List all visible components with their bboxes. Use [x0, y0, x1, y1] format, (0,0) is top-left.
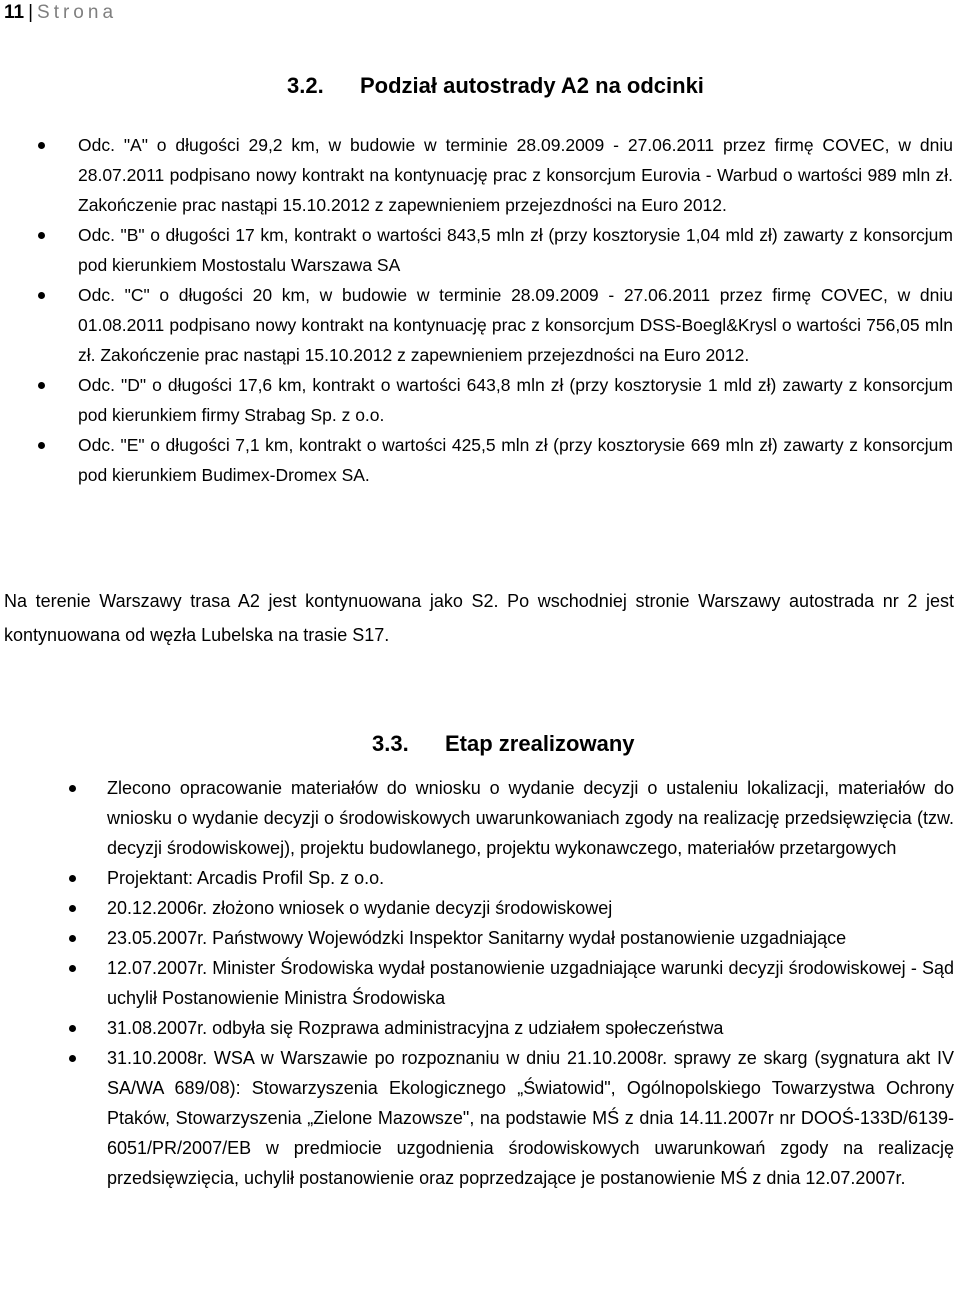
list-item: Zlecono opracowanie materiałów do wniosku o wydanie decyzji o ustaleniu lokalizacji, materiałów do wniosku o wydanie decyzji o środowiskowych uwarunkowaniach zgody na realizację przedsięwzięcia (tzw. decyzji środowiskowej), projektu budowlanego, projektu wykonawczego, materiałów przetargowych: [107, 773, 954, 863]
list-item: Odc. "D" o długości 17,6 km, kontrakt o wartości 643,8 mln zł (przy kosztorysie 1 mld zł) zawarty z konsorcjum pod kierunkiem firmy Strabag Sp. z o.o.: [78, 370, 953, 430]
section-title-a2: Podział autostrady A2 na odcinki: [360, 73, 704, 98]
section-title-etap: Etap zrealizowany: [445, 731, 635, 756]
page-number: 11: [4, 2, 25, 23]
list-item: Odc. "A" o długości 29,2 km, w budowie w terminie 28.09.2009 - 27.06.2011 przez firmę COVEC, w dniu 28.07.2011 podpisano nowy kontrakt na kontynuację prac z konsorcjum Eurovia - Warbud o wartości 989 mln zł. Zakończenie prac nastąpi 15.10.2012 z zapewnieniem przejezdności na Euro 2012.: [78, 130, 953, 220]
list-item: Odc. "B" o długości 17 km, kontrakt o wartości 843,5 mln zł (przy kosztorysie 1,04 mld zł) zawarty z konsorcjum pod kierunkiem Mostostalu Warszawa SA: [78, 220, 953, 280]
section-number-a2: 3.2.: [287, 73, 324, 98]
list-item: Odc. "C" o długości 20 km, w budowie w terminie 28.09.2009 - 27.06.2011 przez firmę COVEC, w dniu 01.08.2011 podpisano nowy kontrakt na kontynuację prac z konsorcjum DSS-Boegl&Krysl o wartości 756,05 mln zł. Zakończenie prac nastąpi 15.10.2012 z zapewnieniem przejezdności na Euro 2012.: [78, 280, 953, 370]
page-header-separator: |: [28, 2, 34, 23]
section-heading-etap: [372, 730, 635, 758]
completed-stage-list: [107, 773, 954, 1193]
list-item: Odc. "E" o długości 7,1 km, kontrakt o wartości 425,5 mln zł (przy kosztorysie 669 mln zł) zawarty z konsorcjum pod kierunkiem Budimex-Dromex SA.: [78, 430, 953, 490]
list-item: 20.12.2006r. złożono wniosek o wydanie decyzji środowiskowej: [107, 893, 954, 923]
a2-segments-list: [78, 130, 953, 490]
section-number-etap: 3.3.: [372, 731, 409, 756]
list-item: 31.08.2007r. odbyła się Rozprawa administracyjna z udziałem społeczeństwa: [107, 1013, 954, 1043]
list-item: 31.10.2008r. WSA w Warszawie po rozpoznaniu w dniu 21.10.2008r. sprawy ze skarg (sygnatura akt IV SA/WA 689/08): Stowarzyszenia Ekologicznego „Światowid", Ogólnopolskiego Towarzystwa Ochrony Ptaków, Stowarzyszenia „Zielone Mazowsze", na podstawie MŚ z dnia 14.11.2007r nr DOOŚ-133D/6139-6051/PR/2007/EB w predmiocie uzgodnienia środowiskowych uwarunkowań zgody na realizację przedsięwzięcia, uchylił postanowienie oraz poprzedzające je postanowienie MŚ z dnia 12.07.2007r.: [107, 1043, 954, 1193]
page-word: Strona: [37, 2, 118, 23]
page-header: [4, 2, 117, 24]
list-item: 23.05.2007r. Państwowy Wojewódzki Inspektor Sanitarny wydał postanowienie uzgadniające: [107, 923, 954, 953]
list-item: Projektant: Arcadis Profil Sp. z o.o.: [107, 863, 954, 893]
section-heading-a2: [287, 72, 704, 100]
list-item: 12.07.2007r. Minister Środowiska wydał postanowienie uzgadniające warunki decyzji środowiskowej - Sąd uchylił Postanowienie Ministra Środowiska: [107, 953, 954, 1013]
warsaw-paragraph: Na terenie Warszawy trasa A2 jest kontynuowana jako S2. Po wschodniej stronie Warszawy autostrada nr 2 jest kontynuowana od węzła Lubelska na trasie S17.: [4, 591, 954, 645]
